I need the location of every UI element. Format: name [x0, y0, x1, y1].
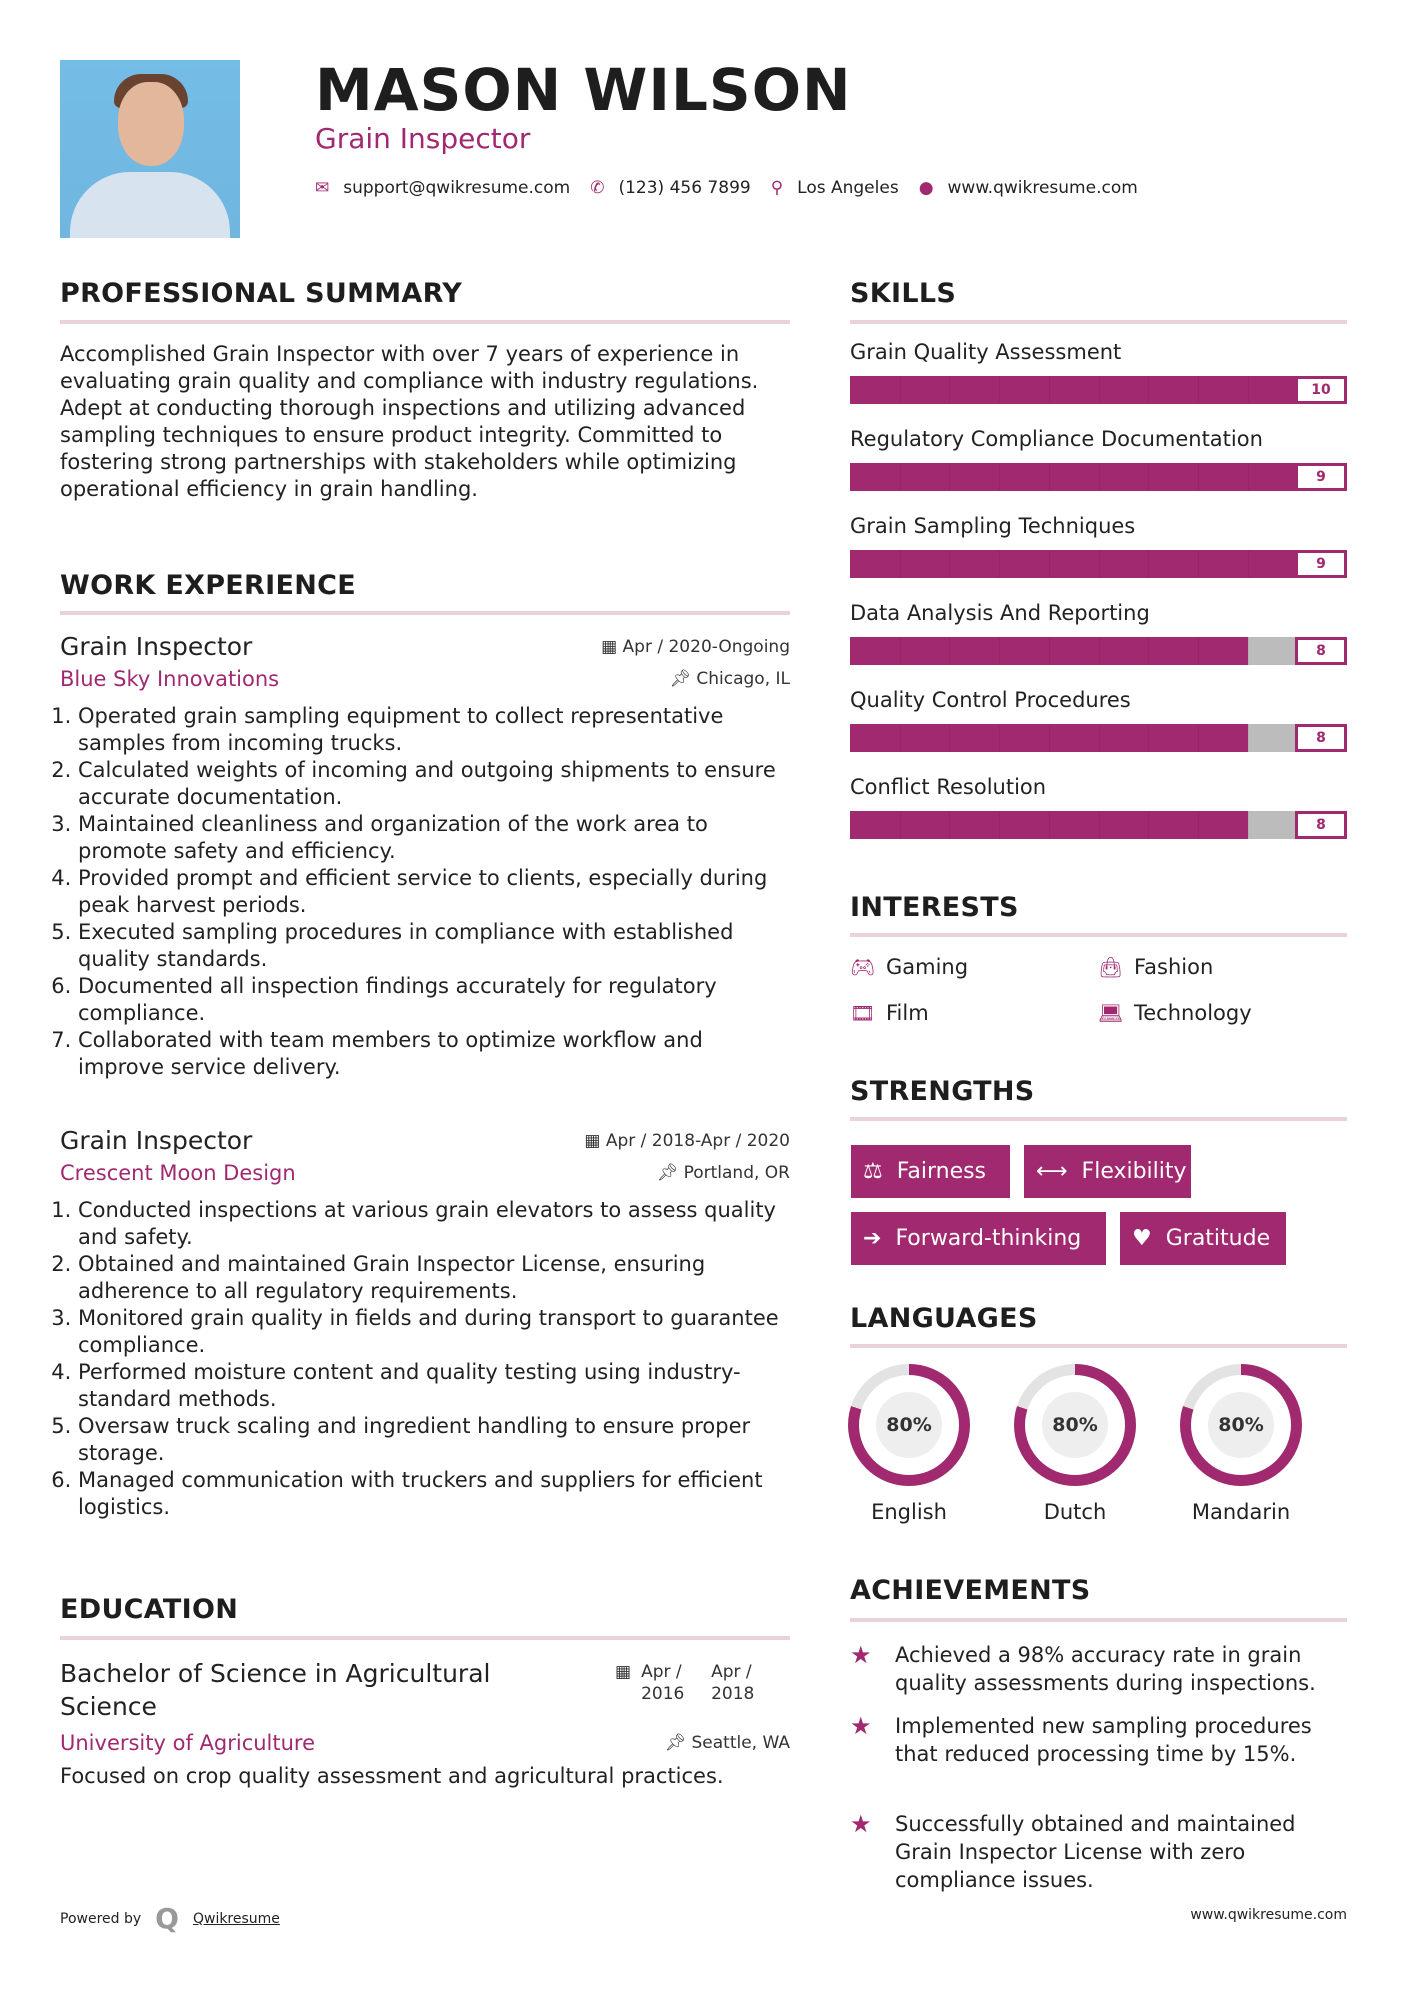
skill-bar: [850, 550, 1347, 578]
list-item: 1. Operated grain sampling equipment to collect representative samples from incoming trucks.: [78, 703, 790, 757]
list-item: 2. Calculated weights of incoming and outgoing shipments to ensure accurate documentation.: [78, 757, 790, 811]
contact-email[interactable]: support@qwikresume.com: [343, 178, 571, 198]
language-progress-ring: [1180, 1364, 1302, 1486]
job-bullets: [60, 703, 790, 1081]
bar-segment: [1248, 463, 1249, 491]
film-icon: 🎞︎: [850, 1001, 876, 1025]
skill-value: 8: [1295, 637, 1347, 665]
pin-icon: 📌︎: [669, 669, 697, 689]
interest-fashion: [1098, 955, 1213, 979]
bar-segment: [1248, 550, 1249, 578]
bar-segment: [900, 376, 901, 404]
divider: [850, 320, 1347, 324]
skill-bar: [850, 463, 1347, 491]
bar-segment: [999, 724, 1000, 752]
language-name: Mandarin: [1191, 1500, 1291, 1524]
job-entry: [60, 1126, 790, 1521]
envelope-icon: ✉: [315, 178, 330, 198]
language-item: [847, 1364, 971, 1524]
education-end: Apr / 2018: [711, 1662, 755, 1704]
bar-segment: [1099, 463, 1100, 491]
skill-item: [850, 688, 1347, 752]
contact-website[interactable]: www.qwikresume.com: [947, 178, 1138, 198]
bar-segment: [900, 811, 901, 839]
bar-segment: [1148, 550, 1149, 578]
skill-item: [850, 775, 1347, 839]
arrows-h-icon: ⟷: [1036, 1159, 1068, 1184]
bar-segment: [1099, 550, 1100, 578]
powered-by-label: Powered by: [60, 1910, 142, 1927]
job-company: Crescent Moon Design: [60, 1161, 296, 1185]
bar-segment: [999, 376, 1000, 404]
calendar-icon: ▦: [601, 636, 623, 657]
bar-segment: [1099, 811, 1100, 839]
strength-fairness: [851, 1145, 1010, 1198]
bar-segment: [1049, 811, 1050, 839]
skill-name: Regulatory Compliance Documentation: [850, 427, 1263, 451]
strength-gratitude: [1120, 1212, 1286, 1265]
qwikresume-link[interactable]: Qwikresume: [192, 1910, 280, 1927]
language-percent: 80%: [1208, 1392, 1274, 1458]
language-progress-ring: [1014, 1364, 1136, 1486]
achievement-item: [850, 1810, 1347, 1894]
bar-segment: [1198, 637, 1199, 665]
calendar-icon: ▦: [584, 1130, 606, 1151]
bar-segment: [900, 637, 901, 665]
bar-segment: [1198, 376, 1199, 404]
language-progress-ring: [848, 1364, 970, 1486]
divider: [60, 1636, 790, 1640]
skill-value: 10: [1295, 376, 1347, 404]
star-icon: ★: [850, 1712, 872, 1740]
balance-scale-icon: ⚖: [863, 1159, 883, 1184]
list-item: 2. Obtained and maintained Grain Inspector License, ensuring adherence to all regulatory requirements.: [78, 1251, 790, 1305]
laptop-icon: 💻︎: [1098, 1001, 1124, 1025]
star-icon: ★: [850, 1641, 872, 1669]
strength-forward-thinking: [851, 1212, 1106, 1265]
interest-gaming: [850, 955, 968, 979]
map-marker-icon: ⚲: [770, 178, 784, 198]
strength-label: Fairness: [896, 1159, 987, 1184]
job-company: Blue Sky Innovations: [60, 667, 280, 691]
bar-segment: [1248, 724, 1249, 752]
divider: [60, 611, 790, 615]
education-heading: EDUCATION: [60, 1594, 239, 1625]
job-title: Grain Inspector: [60, 1126, 253, 1155]
candidate-title: Grain Inspector: [315, 122, 531, 155]
list-item: 6. Managed communication with truckers and suppliers for efficient logistics.: [78, 1467, 790, 1521]
bar-segment: [999, 637, 1000, 665]
education-location: Seattle, WA: [691, 1733, 790, 1753]
candidate-name: MASON WILSON: [315, 56, 852, 124]
interest-label: Gaming: [886, 955, 969, 979]
bar-segment: [999, 550, 1000, 578]
skill-bar: [850, 724, 1347, 752]
bar-segment: [999, 463, 1000, 491]
bar-segment: [1198, 811, 1199, 839]
language-item: [1179, 1364, 1303, 1524]
bar-segment: [1049, 550, 1050, 578]
list-item: 3. Maintained cleanliness and organization of the work area to promote safety and efficiency.: [78, 811, 790, 865]
achievement-item: [850, 1641, 1347, 1697]
skill-value: 9: [1295, 463, 1347, 491]
summary-text: Accomplished Grain Inspector with over 7 years of experience in evaluating grain quality and compliance with industry regulations. Adept at conducting thorough inspections and utilizing advanced sampling techniques to ensure product integrity. Committed to fostering strong partnerships with stakeholders while optimizing operational efficiency in grain handling.: [60, 342, 759, 501]
bar-segment: [1099, 724, 1100, 752]
bar-segment: [1248, 811, 1249, 839]
job-location: Portland, OR: [683, 1163, 790, 1183]
divider: [60, 320, 790, 324]
skill-name: Conflict Resolution: [850, 775, 1047, 799]
list-item: 1. Conducted inspections at various grain elevators to assess quality and safety.: [78, 1197, 790, 1251]
globe-icon: ●: [918, 178, 934, 198]
footer-website[interactable]: www.qwikresume.com: [1190, 1907, 1347, 1923]
bar-segment: [1248, 376, 1249, 404]
bar-segment: [1248, 637, 1249, 665]
divider: [850, 1117, 1347, 1121]
pin-icon: 📌︎: [656, 1163, 684, 1183]
contact-bar: [315, 178, 1158, 198]
skill-item: [850, 601, 1347, 665]
languages-heading: LANGUAGES: [850, 1303, 1038, 1334]
degree: Bachelor of Science in Agricultural Science: [60, 1659, 491, 1721]
bar-segment: [1049, 376, 1050, 404]
contact-phone[interactable]: (123) 456 7899: [618, 178, 751, 198]
bar-segment: [1049, 724, 1050, 752]
job-bullets: [60, 1197, 790, 1521]
achievement-item: [850, 1712, 1347, 1768]
bar-segment: [949, 550, 950, 578]
shopping-bag-icon: 👜︎: [1098, 955, 1124, 979]
education-entry: [60, 1657, 790, 1790]
job-date: Apr / 2020-Ongoing: [622, 636, 790, 657]
list-item: 4. Provided prompt and efficient service to clients, especially during peak harvest periods.: [78, 865, 790, 919]
bar-segment: [949, 637, 950, 665]
bar-segment: [1049, 463, 1050, 491]
job-date: Apr / 2018-Apr / 2020: [605, 1130, 790, 1151]
divider: [850, 933, 1347, 937]
list-item: 5. Executed sampling procedures in compliance with established quality standards.: [78, 919, 790, 973]
bar-segment: [1198, 463, 1199, 491]
bar-segment: [1198, 550, 1199, 578]
bar-segment: [900, 463, 901, 491]
interest-film: [850, 1001, 929, 1025]
strength-label: Flexibility: [1081, 1159, 1187, 1184]
strengths-heading: STRENGTHS: [850, 1076, 1035, 1107]
achievement-text: Successfully obtained and maintained Grain Inspector License with zero compliance issues.: [895, 1812, 1296, 1892]
divider: [850, 1344, 1347, 1348]
bar-segment: [1049, 637, 1050, 665]
arrow-right-icon: ➔: [863, 1226, 882, 1251]
interest-label: Fashion: [1134, 955, 1214, 979]
bar-segment: [949, 724, 950, 752]
language-percent: 80%: [876, 1392, 942, 1458]
summary-heading: PROFESSIONAL SUMMARY: [60, 278, 463, 309]
skill-name: Grain Quality Assessment: [850, 340, 1122, 364]
list-item: 6. Documented all inspection findings accurately for regulatory compliance.: [78, 973, 790, 1027]
interests-heading: INTERESTS: [850, 892, 1019, 923]
bar-segment: [1148, 637, 1149, 665]
skill-value: 8: [1295, 811, 1347, 839]
skill-item: [850, 514, 1347, 578]
achievement-text: Achieved a 98% accuracy rate in grain quality assessments during inspections.: [895, 1643, 1316, 1695]
skill-name: Quality Control Procedures: [850, 688, 1131, 712]
skill-bar: [850, 637, 1347, 665]
skill-name: Data Analysis And Reporting: [850, 601, 1150, 625]
skill-item: [850, 340, 1347, 404]
bar-segment: [1148, 811, 1149, 839]
interest-label: Film: [886, 1001, 929, 1025]
experience-heading: WORK EXPERIENCE: [60, 570, 356, 601]
star-icon: ★: [850, 1810, 872, 1838]
interest-technology: [1098, 1001, 1252, 1025]
bar-segment: [1198, 724, 1199, 752]
job-entry: [60, 632, 790, 1081]
pin-icon: 📌︎: [664, 1733, 692, 1753]
language-name: English: [871, 1500, 947, 1524]
skills-heading: SKILLS: [850, 278, 957, 309]
bar-segment: [1148, 724, 1149, 752]
list-item: 7. Collaborated with team members to optimize workflow and improve service delivery.: [78, 1027, 790, 1081]
education-description: Focused on crop quality assessment and agricultural practices.: [60, 1764, 724, 1788]
bar-segment: [999, 811, 1000, 839]
skill-item: [850, 427, 1347, 491]
calendar-icon: ▦: [615, 1662, 632, 1682]
interest-label: Technology: [1134, 1001, 1252, 1025]
school: University of Agriculture: [60, 1731, 316, 1755]
skill-value: 9: [1295, 550, 1347, 578]
job-title: Grain Inspector: [60, 632, 253, 661]
contact-location: Los Angeles: [797, 178, 899, 198]
qwikresume-logo-icon: Q: [155, 1902, 179, 1935]
divider: [850, 1618, 1347, 1622]
bar-segment: [900, 550, 901, 578]
bar-segment: [949, 376, 950, 404]
bar-segment: [1148, 376, 1149, 404]
gamepad-icon: 🎮︎: [850, 955, 876, 979]
list-item: 3. Monitored grain quality in fields and during transport to guarantee compliance.: [78, 1305, 790, 1359]
achievements-heading: ACHIEVEMENTS: [850, 1575, 1091, 1606]
skill-value: 8: [1295, 724, 1347, 752]
profile-photo: [60, 60, 240, 238]
strength-label: Forward-thinking: [895, 1226, 1082, 1251]
language-name: Dutch: [1043, 1500, 1107, 1524]
bar-segment: [949, 811, 950, 839]
heart-icon: ♥: [1132, 1226, 1152, 1251]
list-item: 5. Oversaw truck scaling and ingredient handling to ensure proper storage.: [78, 1413, 790, 1467]
achievement-text: Implemented new sampling procedures that reduced processing time by 15%.: [895, 1714, 1312, 1766]
language-percent: 80%: [1042, 1392, 1108, 1458]
skill-name: Grain Sampling Techniques: [850, 514, 1136, 538]
skill-bar: [850, 811, 1347, 839]
list-item: 4. Performed moisture content and quality testing using industry-standard methods.: [78, 1359, 790, 1413]
bar-segment: [949, 463, 950, 491]
skill-bar-fill: [850, 463, 1297, 491]
skill-bar-fill: [850, 550, 1297, 578]
bar-segment: [1099, 637, 1100, 665]
skill-bar: [850, 376, 1347, 404]
strength-flexibility: [1024, 1145, 1191, 1198]
education-start: Apr / 2016: [641, 1662, 685, 1704]
bar-segment: [900, 724, 901, 752]
language-item: [1013, 1364, 1137, 1524]
job-location: Chicago, IL: [696, 669, 790, 689]
strength-label: Gratitude: [1165, 1226, 1271, 1251]
phone-icon: ✆: [590, 178, 605, 198]
powered-by: [60, 1902, 280, 1935]
bar-segment: [1148, 463, 1149, 491]
bar-segment: [1099, 376, 1100, 404]
